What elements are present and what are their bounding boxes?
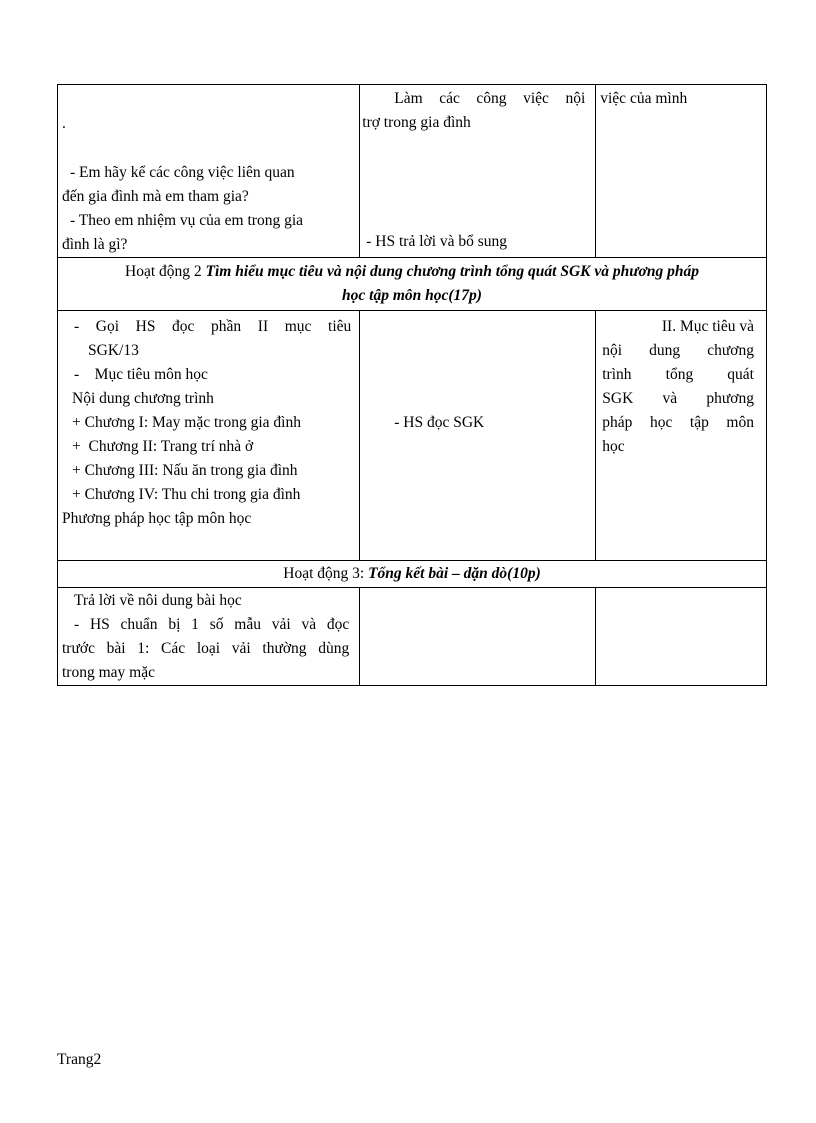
section-heading: trình tổng quát bbox=[602, 366, 754, 383]
page-number: Trang2 bbox=[57, 1051, 102, 1068]
summary-line: Trả lời về nôi dung bài học bbox=[74, 592, 242, 609]
student-activity-cell bbox=[360, 588, 596, 686]
summary-line: trước bài 1: Các loại vải thường dùng bbox=[62, 640, 350, 657]
table-row bbox=[58, 311, 767, 561]
activity-2-label: Hoạt động 2 bbox=[125, 263, 202, 280]
teacher-activity-cell bbox=[58, 311, 360, 561]
section-heading: học bbox=[602, 438, 625, 455]
lesson-plan-table bbox=[57, 84, 767, 686]
section-heading: pháp học tập môn bbox=[602, 414, 754, 431]
activity-2-title-cont: học tập môn học(17p) bbox=[342, 287, 482, 304]
question-line: - Em hãy kể các công việc liên quan bbox=[70, 164, 295, 181]
table-row bbox=[58, 588, 767, 686]
content-text: việc của mình bbox=[600, 90, 688, 107]
summary-line: - HS chuẩn bị 1 số mẫu vải và đọc bbox=[74, 616, 350, 633]
list-item: + Chương II: Trang trí nhà ở bbox=[72, 438, 254, 455]
activity-2-title: Tìm hiểu mục tiêu và nội dung chương trình tổng quát SGK và phương pháp bbox=[205, 263, 699, 280]
student-text-line: Làm các công việc nội bbox=[394, 90, 586, 107]
teacher-activity-cell bbox=[58, 85, 360, 258]
teacher-activity-cell bbox=[58, 588, 360, 686]
question-line: đến gia đình mà em tham gia? bbox=[62, 188, 249, 205]
section-heading: nội dung chương bbox=[602, 342, 754, 359]
student-text-line: trợ trong gia đình bbox=[362, 114, 471, 131]
student-activity-cell bbox=[360, 311, 596, 561]
list-item: Phương pháp học tập môn học bbox=[62, 510, 252, 527]
student-text: - HS đọc SGK bbox=[394, 414, 485, 431]
content-cell bbox=[596, 311, 767, 561]
list-item: SGK/13 bbox=[88, 342, 139, 359]
content-cell bbox=[596, 85, 767, 258]
section-heading: SGK và phương bbox=[602, 390, 754, 407]
student-answer: - HS trả lời và bổ sung bbox=[366, 233, 508, 250]
question-line: đình là gì? bbox=[62, 236, 128, 253]
list-item: + Chương I: May mặc trong gia đình bbox=[72, 414, 301, 431]
list-item: + Chương III: Nấu ăn trong gia đình bbox=[72, 462, 298, 479]
table-row bbox=[58, 85, 767, 258]
list-item: - Mục tiêu môn học bbox=[74, 366, 208, 383]
list-item: + Chương IV: Thu chi trong gia đình bbox=[72, 486, 301, 503]
list-item: - Gọi HS đọc phần II mục tiêu bbox=[74, 318, 352, 335]
activity-3-header bbox=[58, 561, 767, 588]
table-row bbox=[58, 561, 767, 588]
section-heading: II. Mục tiêu và bbox=[661, 318, 754, 335]
activity-2-header bbox=[58, 258, 767, 311]
student-activity-cell bbox=[360, 85, 596, 258]
activity-3-label: Hoạt động 3 bbox=[283, 565, 360, 582]
activity-3-sep: : bbox=[359, 565, 365, 582]
question-line: - Theo em nhiệm vụ của em trong gia bbox=[70, 212, 304, 229]
list-item: Nội dung chương trình bbox=[72, 390, 214, 407]
content-cell bbox=[596, 588, 767, 686]
activity-3-title: Tổng kết bài – dặn dò(10p) bbox=[368, 565, 541, 582]
table-row bbox=[58, 258, 767, 311]
summary-line: trong may mặc bbox=[62, 664, 155, 681]
dot-mark: . bbox=[62, 115, 66, 132]
